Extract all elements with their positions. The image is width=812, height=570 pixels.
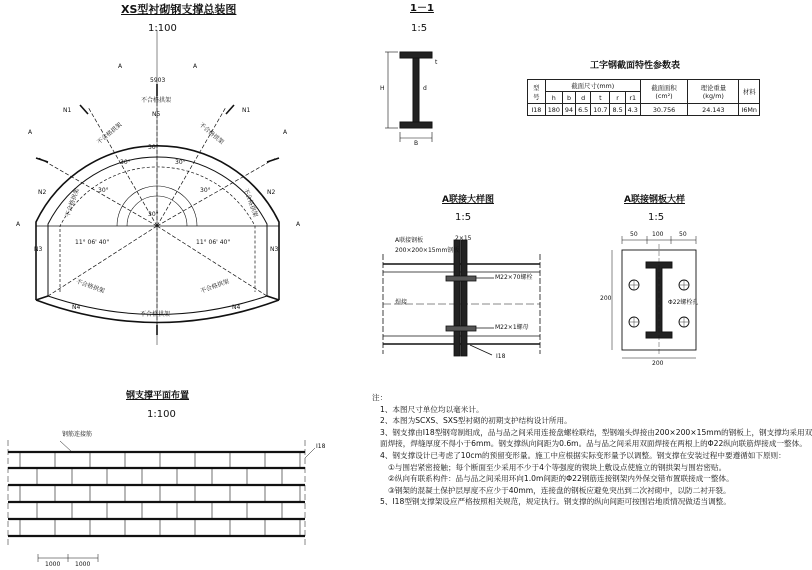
table-subheader-cell: t <box>591 92 610 104</box>
table-header-cell: 型号 <box>528 80 546 104</box>
note-label: 不合格拱架 <box>64 187 81 219</box>
note-line: 4、钢支撑设计已考虑了10cm的预留变形量。施工中应根据实际变形量予以调整。钢支撑在安装过程中要遵循如下原则： <box>380 450 786 460</box>
notes-heading: 注： <box>372 393 388 402</box>
arch-outer-line <box>36 146 279 300</box>
table-cell: 94 <box>562 104 575 116</box>
note-label: 不合格拱架 <box>95 121 124 146</box>
segment-label: N3 <box>270 246 279 253</box>
side-label: A <box>296 221 301 228</box>
note-label: 不合格拱架 <box>242 187 259 219</box>
table-header-cell: 截面面积(cm²) <box>640 80 687 104</box>
a-plate-scale: 1:5 <box>648 212 665 223</box>
note-label: 不合格拱架 <box>197 121 226 146</box>
segment-label: N3 <box>34 246 43 253</box>
joint-bolt-label: M22×70螺栓 <box>495 274 533 281</box>
radial-lines <box>39 88 279 332</box>
table-subheader-cell: b <box>562 92 575 104</box>
table-subheader-cell: d <box>576 92 591 104</box>
table-cell: 180 <box>545 104 562 116</box>
plate-hole-label: Φ22螺栓孔 <box>668 299 699 306</box>
angle-label: 30° <box>148 144 159 151</box>
note-line: 1、本图尺寸单位均以毫米计。 <box>380 404 484 414</box>
angle-label: 11° 06' 40" <box>75 239 110 246</box>
note-line: 5、I18型钢支撑架设应严格按照相关规范，规定执行。钢支撑的纵向间距可按围岩地质情况做适当调整。 <box>380 497 731 507</box>
a-mark: A <box>283 129 288 136</box>
plate-dim: 100 <box>652 231 664 238</box>
segment-label: N2 <box>267 189 276 196</box>
plate-height: 200 <box>600 295 612 302</box>
angle-label: 30° <box>120 159 131 166</box>
segment-label: N2 <box>38 189 47 196</box>
table-cell: 6.5 <box>576 104 591 116</box>
plate-dim: 50 <box>679 231 687 238</box>
a-plate-title: A联接钢板大样 <box>624 195 685 205</box>
inner-clearance-line <box>60 167 255 292</box>
segment-label: N4 <box>72 304 81 311</box>
plate-dim: 50 <box>630 231 638 238</box>
angle-label: 30° <box>148 211 159 218</box>
table-header-cell: 理论重量(kg/m) <box>688 80 739 104</box>
table-subheader-cell: h <box>545 92 562 104</box>
note-line: 面焊接，焊缝厚度不得小于6mm。钢支撑纵向间距为0.6m。品与品之间采用双面焊接在两根上的Φ22纵向联筋焊接成一整体。 <box>380 439 807 449</box>
note-line: 2、本图为SCXS、SXS型衬砌的初期支护结构设计所用。 <box>380 416 572 426</box>
main-drawing-scale: 1:100 <box>148 23 177 34</box>
section-dim-b: B <box>414 140 419 147</box>
table-row <box>528 104 760 116</box>
joint-plate-size: 200×200×15mm钢板 <box>395 247 460 254</box>
joint-weld-label: 焊接 <box>395 299 408 306</box>
segment-label: N1 <box>63 107 72 114</box>
plan-spacing: 1000 <box>45 561 61 568</box>
property-table-title: 工字钢截面特性参数表 <box>590 61 681 71</box>
dim-label: 5903 <box>150 77 166 84</box>
table-header-cell: 材料 <box>739 80 760 104</box>
note-label: 不合格拱架 <box>74 278 106 295</box>
joint-dim-top: 2×15 <box>455 235 472 242</box>
note-label: 不合格拱架 <box>140 311 171 318</box>
notes-block <box>372 392 812 508</box>
table-header-cell: 截面尺寸(mm) <box>545 80 640 92</box>
segment-label: N1 <box>242 107 251 114</box>
a-mark: A <box>193 63 198 70</box>
angle-label: 11° 06' 40" <box>196 239 231 246</box>
plan-drawing <box>8 440 315 562</box>
joint-steel-label: I18 <box>496 353 506 360</box>
angle-label: 30° <box>98 187 109 194</box>
plan-rebar-label: 钢筋连接筋 <box>62 431 93 438</box>
note-line: 3、钢支撑由I18型钢弯制组成，品与品之间采用连接盘螺栓联结，型钢端头焊接由200×200×15mm的钢板上，钢支撑均采用双 <box>380 427 812 437</box>
a-plate-drawing <box>612 236 699 358</box>
table-cell: 8.5 <box>610 104 625 116</box>
section-dim-t: t <box>435 59 438 66</box>
plan-spacing: 1000 <box>75 561 91 568</box>
joint-plate-label: A联接钢板 <box>395 237 424 244</box>
section-dim-d: d <box>423 85 427 92</box>
table-subheader-cell: r1 <box>625 92 640 104</box>
section-title: 1－1 <box>410 3 434 14</box>
a-mark: A <box>28 129 33 136</box>
a-mark: A <box>118 63 123 70</box>
side-label: A <box>16 221 21 228</box>
section-dim-h: H <box>380 85 385 92</box>
property-table <box>527 79 760 116</box>
note-label: 不合格拱架 <box>141 97 172 104</box>
table-cell: I6Mn <box>739 104 760 116</box>
table-cell: I18 <box>528 104 546 116</box>
table-cell: 30.756 <box>640 104 687 116</box>
segment-label: N4 <box>232 304 241 311</box>
table-cell: 4.3 <box>625 104 640 116</box>
plate-width: 200 <box>652 360 664 367</box>
table-cell: 10.7 <box>591 104 610 116</box>
table-subheader-cell: r <box>610 92 625 104</box>
a-joint-scale: 1:5 <box>455 212 472 223</box>
plan-scale: 1:100 <box>147 409 176 420</box>
main-drawing-title: XS型衬砌钢支撑总装图 <box>121 3 237 16</box>
segment-label: N5 <box>152 111 161 118</box>
angle-label: 30° <box>175 159 186 166</box>
table-cell: 24.143 <box>688 104 739 116</box>
note-line: ③钢架的混凝土保护层厚度不应少于40mm，连接盘的钢板应避免突出到二次衬砌中，以防二衬开裂。 <box>388 485 731 495</box>
note-line: ①与围岩紧密接触；每个断面至少采用不少于4个等强度的锲块上敷设点使施立的钢拱架与围岩密贴。 <box>388 462 727 472</box>
joint-nut-label: M22×1螺母 <box>495 324 529 331</box>
section-scale: 1:5 <box>411 23 428 34</box>
angle-label: 30° <box>200 187 211 194</box>
i-beam-section <box>400 52 432 128</box>
a-joint-title: A联接大样图 <box>442 195 494 205</box>
note-line: ②纵向有联系构件：品与品之间采用环向1.0m间距的Φ22钢筋连接钢架内外保交错布置联接成一整体。 <box>388 474 734 484</box>
plan-title: 钢支撑平面布置 <box>126 391 190 401</box>
note-label: 不合格拱架 <box>199 278 231 295</box>
plan-steel-label: I18 <box>316 443 326 450</box>
